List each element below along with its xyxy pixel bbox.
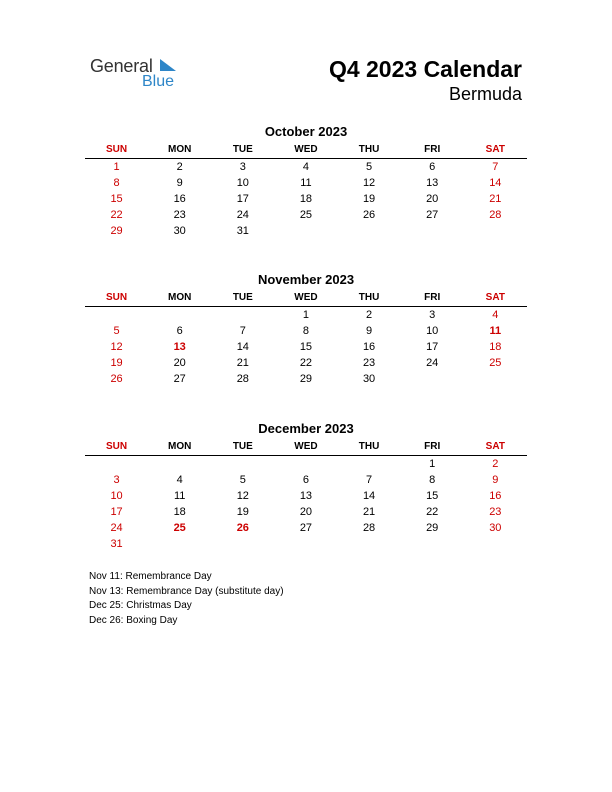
day-cell: 25: [299, 209, 313, 221]
week-row: [85, 307, 527, 323]
holiday-note: Nov 11: Remembrance Day: [89, 571, 212, 582]
weekday-label: TUE: [232, 144, 253, 155]
weekday-label: WED: [294, 441, 318, 452]
day-cell: 4: [176, 474, 183, 486]
weekday-label: THU: [358, 441, 380, 452]
week-row: [85, 456, 527, 472]
logo-text-blue: Blue: [142, 73, 175, 90]
day-cell: 12: [236, 490, 249, 502]
day-cell: 30: [362, 373, 376, 385]
logo-text-general: General: [90, 56, 153, 76]
day-cell: 6: [176, 325, 183, 337]
day-cell: 31: [236, 225, 249, 237]
week-row: [85, 472, 527, 488]
week-row: [85, 175, 527, 191]
weekday-label: MON: [168, 144, 192, 155]
day-cell: 11: [489, 325, 502, 337]
day-cell: 24: [236, 209, 249, 221]
day-cell: 21: [489, 193, 502, 205]
day-cell: 19: [110, 357, 123, 369]
empty-day-cell: [148, 536, 211, 552]
day-cell: 12: [110, 341, 123, 353]
weekday-header-row: [85, 439, 527, 456]
month-title: December 2023: [258, 421, 354, 436]
day-cell: 23: [173, 209, 186, 221]
empty-day-cell: [211, 307, 274, 323]
day-cell: 8: [429, 474, 436, 486]
day-cell: 14: [489, 177, 502, 189]
day-cell: 6: [429, 161, 436, 173]
day-cell: 27: [173, 373, 186, 385]
empty-day-cell: [338, 456, 401, 472]
day-cell: 24: [110, 522, 123, 534]
weekday-label: THU: [358, 144, 380, 155]
day-cell: 10: [110, 490, 123, 502]
empty-day-cell: [211, 456, 274, 472]
day-cell: 9: [176, 177, 183, 189]
day-cell: 29: [426, 522, 439, 534]
day-cell: 23: [362, 357, 376, 369]
day-cell: 10: [236, 177, 249, 189]
day-cell: 4: [492, 309, 499, 321]
day-cell: 20: [299, 506, 313, 518]
week-row: [85, 339, 527, 355]
holiday-note: Nov 13: Remembrance Day (substitute day): [89, 585, 284, 597]
day-cell: 2: [492, 458, 499, 470]
day-cell: 25: [173, 522, 186, 534]
week-row: [85, 355, 527, 371]
month-calendar: [85, 272, 527, 387]
weekday-label: TUE: [232, 441, 253, 452]
month-calendar: [85, 124, 527, 239]
empty-day-cell: [85, 456, 148, 472]
week-row: [85, 191, 527, 207]
day-cell: 11: [173, 490, 186, 502]
day-cell: 21: [362, 506, 376, 518]
day-cell: 13: [299, 490, 313, 502]
week-row: [85, 488, 527, 504]
day-cell: 3: [239, 161, 246, 173]
day-cell: 8: [302, 325, 309, 337]
day-cell: 29: [299, 373, 313, 385]
week-row: [85, 207, 527, 223]
day-cell: 28: [362, 522, 376, 534]
day-cell: 20: [426, 193, 439, 205]
day-cell: 18: [173, 506, 186, 518]
day-cell: 26: [236, 522, 249, 534]
day-cell: 28: [236, 373, 249, 385]
day-cell: 17: [236, 193, 249, 205]
day-cell: 19: [236, 506, 249, 518]
day-cell: 30: [489, 522, 502, 534]
month-title: October 2023: [264, 124, 348, 139]
weekday-label: SUN: [106, 292, 128, 303]
day-cell: 11: [300, 177, 312, 189]
day-cell: 5: [366, 161, 373, 173]
day-cell: 7: [239, 325, 246, 337]
month-title: November 2023: [257, 272, 355, 287]
weekday-label: THU: [358, 292, 380, 303]
day-cell: 15: [299, 341, 313, 353]
empty-day-cell: [148, 307, 211, 323]
day-cell: 4: [302, 161, 309, 173]
day-cell: 21: [236, 357, 249, 369]
day-cell: 5: [239, 474, 246, 486]
holiday-notes: [89, 570, 284, 628]
day-cell: 16: [173, 193, 186, 205]
day-cell: 27: [426, 209, 439, 221]
day-cell: 15: [110, 193, 123, 205]
day-cell: 12: [362, 177, 376, 189]
day-cell: 30: [173, 225, 186, 237]
empty-day-cell: [464, 371, 527, 387]
day-cell: 1: [302, 309, 309, 321]
day-cell: 18: [299, 193, 313, 205]
empty-day-cell: [274, 223, 337, 239]
day-cell: 17: [110, 506, 123, 518]
day-cell: 29: [110, 225, 123, 237]
day-cell: 6: [302, 474, 309, 486]
weekday-label: SAT: [485, 144, 505, 155]
weekday-label: MON: [168, 292, 192, 303]
week-row: [85, 159, 527, 175]
weekday-label: FRI: [424, 441, 441, 452]
day-cell: 13: [426, 177, 439, 189]
weekday-label: SAT: [485, 292, 505, 303]
weekday-label: SUN: [106, 441, 128, 452]
week-row: [85, 520, 527, 536]
day-cell: 9: [366, 325, 373, 337]
day-cell: 9: [492, 474, 499, 486]
day-cell: 19: [362, 193, 376, 205]
empty-day-cell: [464, 223, 527, 239]
day-cell: 20: [173, 357, 186, 369]
empty-day-cell: [401, 536, 464, 552]
day-cell: 26: [362, 209, 376, 221]
empty-day-cell: [148, 456, 211, 472]
day-cell: 22: [299, 357, 313, 369]
empty-day-cell: [401, 371, 464, 387]
day-cell: 14: [362, 490, 376, 502]
day-cell: 24: [426, 357, 439, 369]
empty-day-cell: [274, 456, 337, 472]
day-cell: 8: [113, 177, 120, 189]
day-cell: 17: [426, 341, 439, 353]
day-cell: 27: [299, 522, 313, 534]
day-cell: 1: [429, 458, 436, 470]
day-cell: 23: [489, 506, 502, 518]
day-cell: 1: [113, 161, 120, 173]
weekday-label: FRI: [424, 144, 441, 155]
weekday-label: SAT: [485, 441, 505, 452]
day-cell: 7: [492, 161, 499, 173]
day-cell: 18: [489, 341, 502, 353]
empty-day-cell: [274, 536, 337, 552]
day-cell: 16: [489, 490, 502, 502]
logo-triangle-icon: [160, 59, 176, 71]
page-title: Q4 2023 Calendar: [328, 56, 522, 82]
empty-day-cell: [211, 536, 274, 552]
weekday-header-row: [85, 290, 527, 307]
day-cell: 31: [110, 538, 123, 550]
day-cell: 3: [113, 474, 120, 486]
holiday-note: Dec 25: Christmas Day: [89, 600, 192, 611]
empty-day-cell: [401, 223, 464, 239]
day-cell: 3: [429, 309, 436, 321]
empty-day-cell: [338, 223, 401, 239]
day-cell: 10: [426, 325, 439, 337]
holiday-note: Dec 26: Boxing Day: [89, 614, 178, 626]
week-row: [85, 323, 527, 339]
brand-logo: [90, 56, 200, 96]
page-subtitle: Bermuda: [448, 84, 522, 104]
empty-day-cell: [85, 307, 148, 323]
weekday-label: MON: [168, 441, 192, 452]
weekday-label: TUE: [232, 292, 253, 303]
day-cell: 14: [236, 341, 249, 353]
day-cell: 28: [489, 209, 502, 221]
week-row: [85, 504, 527, 520]
day-cell: 26: [110, 373, 123, 385]
weekday-label: SUN: [106, 144, 128, 155]
weekday-label: WED: [294, 144, 318, 155]
day-cell: 22: [110, 209, 123, 221]
day-cell: 13: [173, 341, 186, 353]
day-cell: 5: [113, 325, 120, 337]
day-cell: 2: [366, 309, 373, 321]
empty-day-cell: [338, 536, 401, 552]
weekday-label: FRI: [424, 292, 441, 303]
day-cell: 15: [426, 490, 439, 502]
day-cell: 22: [426, 506, 439, 518]
day-cell: 2: [176, 161, 183, 173]
month-calendar: [85, 421, 527, 552]
weekday-header-row: [85, 142, 527, 159]
day-cell: 25: [489, 357, 502, 369]
weekday-label: WED: [294, 292, 318, 303]
day-cell: 7: [366, 474, 373, 486]
week-row: [85, 536, 527, 552]
week-row: [85, 371, 527, 387]
day-cell: 16: [362, 341, 376, 353]
empty-day-cell: [464, 536, 527, 552]
week-row: [85, 223, 527, 239]
